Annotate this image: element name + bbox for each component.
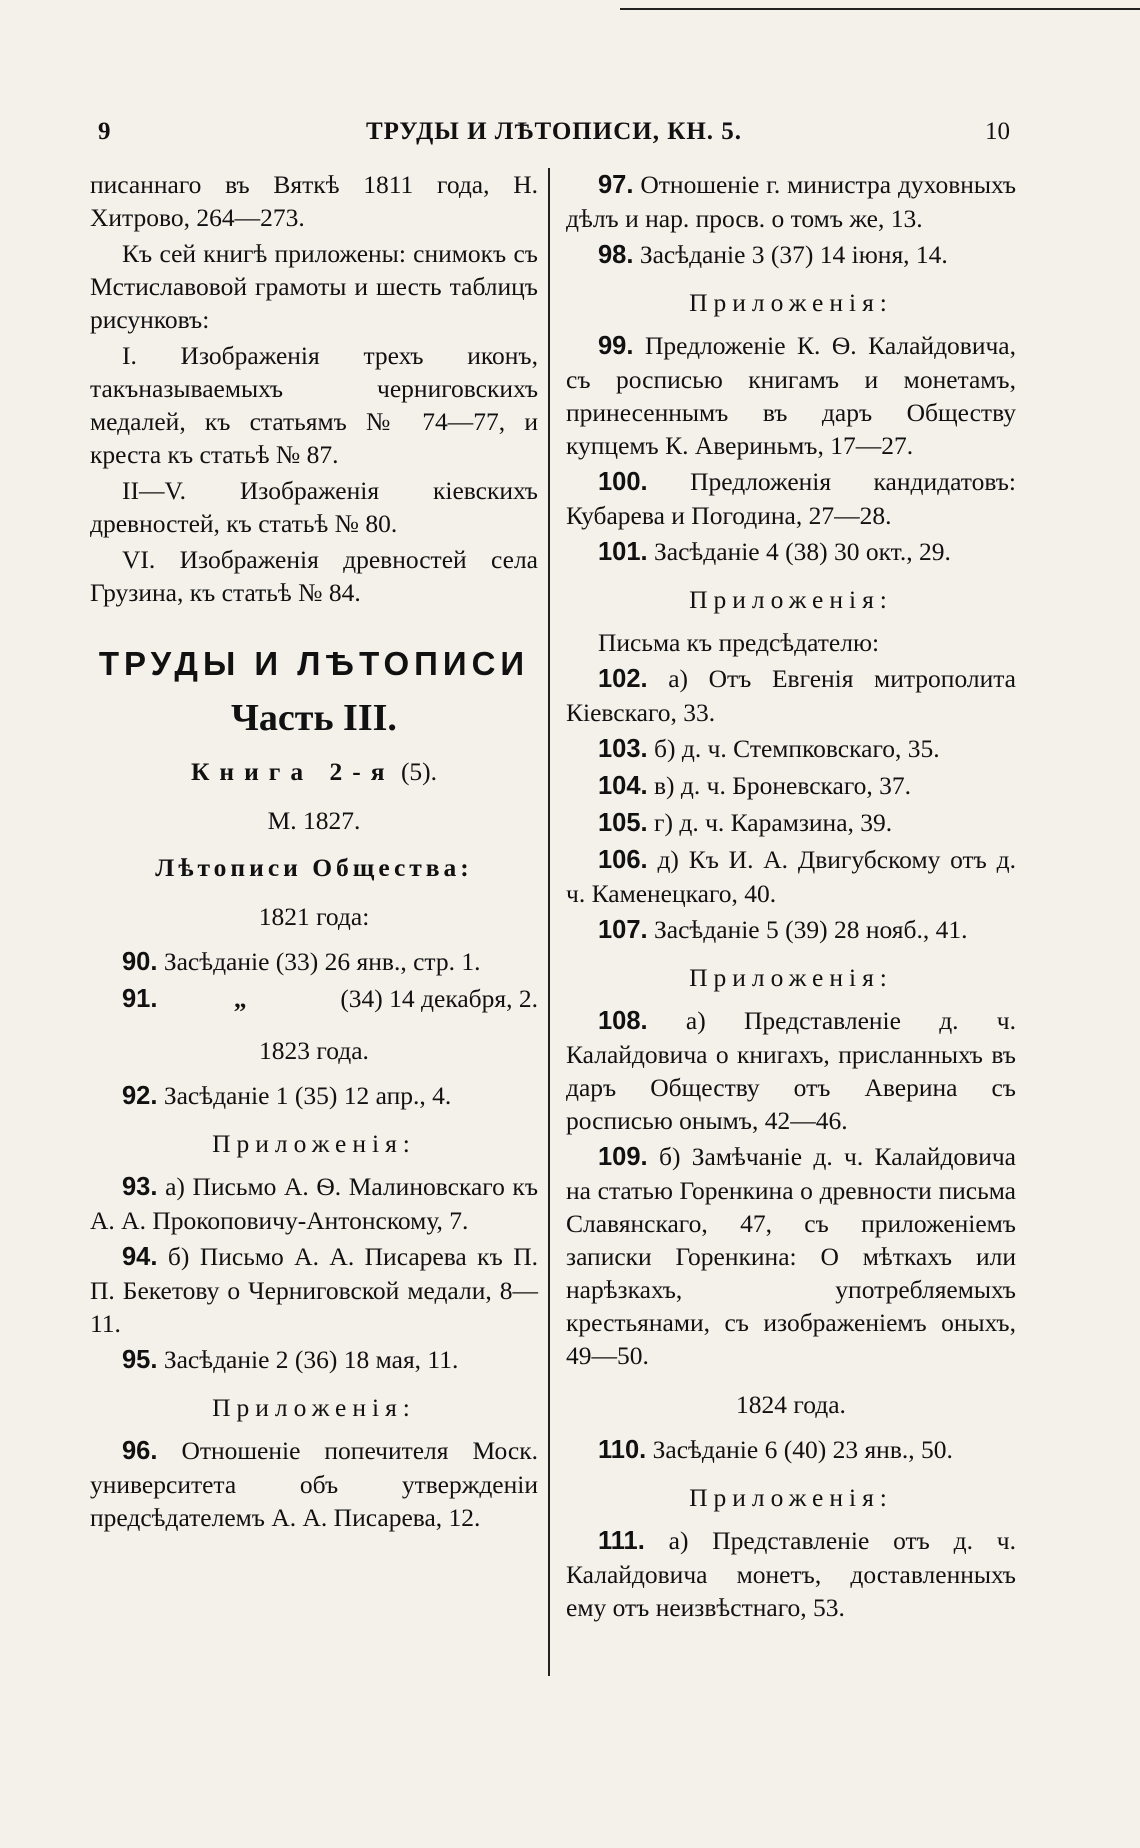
entry-number: 96. xyxy=(122,1437,158,1465)
entry-table-i: I. Изображенія трехъ иконъ, такъназываемыхъ черниговскихъ медалей, къ статьямъ № 74—77, и креста къ статьѣ № 87. xyxy=(90,341,538,469)
book-label: Книга 2-я xyxy=(190,757,395,786)
year-heading-1823: 1823 года. xyxy=(259,1036,369,1065)
entry-text: д) Къ И. А. Двигубскому отъ д. ч. Каменецкаго, 40. xyxy=(566,845,1017,908)
entry-number: 92. xyxy=(122,1082,158,1110)
entry-text: в) д. ч. Броневскаго, 37. xyxy=(654,771,912,800)
entry-96 xyxy=(90,1434,538,1534)
letters-heading: Письма къ предсѣдателю: xyxy=(598,628,880,657)
entry-number: 98. xyxy=(598,241,634,269)
entry-text: Засѣданіе (33) 26 янв., стр. 1. xyxy=(163,947,481,976)
entry-table-vi: VI. Изображенія древностей села Грузина, къ статьѣ № 84. xyxy=(90,545,538,607)
running-title: ТРУДЫ И ЛѢТОПИСИ, КН. 5. xyxy=(365,118,743,145)
entry-number: 108. xyxy=(598,1007,648,1035)
entry-91 xyxy=(90,982,538,1016)
entry-text: б) Замѣчаніе д. ч. Калайдовича на статью Горенкина о древности письма Славянскаго, 47, съ приложеніемъ записки Горенкина: О мѣткахъ или нарѣзкахъ, употребляемыхъ крестьянами, съ изображеніемъ оныхъ, 49—50. xyxy=(566,1142,1016,1370)
ditto-mark: „ xyxy=(233,984,247,1013)
entry-text: Предложенія кандидатовъ: Кубарева и Погодина, 27—28. xyxy=(566,467,1016,530)
entry-text: г) д. ч. Карамзина, 39. xyxy=(654,808,893,837)
entry-106 xyxy=(566,843,1016,910)
entry-number: 100. xyxy=(598,468,648,496)
entry-number: 101. xyxy=(598,538,648,566)
entry-number: 94. xyxy=(122,1243,158,1271)
entry-number: 95. xyxy=(122,1346,158,1374)
entry-text: а) Отъ Евгенія митрополита Кіевскаго, 33. xyxy=(566,664,1016,727)
entry-100 xyxy=(566,465,1016,532)
entry-number: 103. xyxy=(598,735,648,763)
entry-90 xyxy=(90,945,538,979)
entry-number: 104. xyxy=(598,772,648,800)
entry-110 xyxy=(566,1433,1016,1467)
entry-107 xyxy=(566,913,1016,947)
entry-104 xyxy=(566,769,1016,803)
entry-number: 90. xyxy=(122,948,158,976)
entry-text: Засѣданіе 2 (36) 18 мая, 11. xyxy=(163,1345,459,1374)
entry-text: Засѣданіе 6 (40) 23 янв., 50. xyxy=(652,1435,953,1464)
entry-105 xyxy=(566,806,1016,840)
year-heading-1821: 1821 года: xyxy=(258,902,370,931)
page-number-left: 9 xyxy=(98,118,111,145)
entry-92 xyxy=(90,1079,538,1113)
page-number-right: 10 xyxy=(985,118,1010,145)
entry-111 xyxy=(566,1524,1016,1624)
section-title: ТРУДЫ И ЛѢТОПИСИ xyxy=(98,645,530,682)
entry-number: 107. xyxy=(598,916,648,944)
entry-number: 97. xyxy=(598,171,634,199)
appendix-heading: Приложенія: xyxy=(689,1483,893,1512)
annals-heading: Лѣтописи Общества: xyxy=(155,853,473,882)
entry-number: 106. xyxy=(598,846,648,874)
entry-number: 99. xyxy=(598,332,634,360)
entry-number: 102. xyxy=(598,665,648,693)
appendix-heading: Приложенія: xyxy=(212,1393,416,1422)
entry-text: б) д. ч. Стемпковскаго, 35. xyxy=(654,734,940,763)
entry-109 xyxy=(566,1140,1016,1372)
book-number: (5). xyxy=(400,757,438,786)
running-header xyxy=(98,118,1010,158)
entry-number: 93. xyxy=(122,1173,158,1201)
entry-108 xyxy=(566,1004,1016,1137)
appendix-heading: Приложенія: xyxy=(689,288,893,317)
entry-text: Отношеніе г. министра духовныхъ дѣлъ и нар. просв. о томъ же, 13. xyxy=(566,170,1016,233)
top-rule xyxy=(620,8,1140,10)
right-column xyxy=(566,168,1016,1627)
entry-text: Предложеніе К. Ѳ. Калайдовича, съ росписью книгамъ и монетамъ, принесеннымъ въ даръ Обществу купцемъ К. Авериньмъ, 17—27. xyxy=(566,331,1016,460)
entry-text: а) Письмо А. Ѳ. Малиновскаго къ А. А. Прокоповичу-Антонскому, 7. xyxy=(90,1172,539,1235)
year-heading-1824: 1824 года. xyxy=(736,1390,846,1419)
appendix-heading: Приложенія: xyxy=(689,963,893,992)
entry-text: (34) 14 декабря, 2. xyxy=(340,984,538,1013)
appendix-heading: Приложенія: xyxy=(212,1129,416,1158)
book-heading xyxy=(90,755,538,788)
entry-text: б) Письмо А. А. Писарева къ П. П. Бекетову о Черниговской медали, 8—11. xyxy=(90,1242,538,1338)
entry-number: 91. xyxy=(122,985,158,1013)
entry-text: а) Представленіе д. ч. Калайдовича о книгахъ, присланныхъ въ даръ Обществу отъ Аверина съ росписью онымъ, 42—46. xyxy=(566,1006,1016,1135)
entry-text: Засѣданіе 4 (38) 30 окт., 29. xyxy=(654,537,951,566)
left-column xyxy=(90,168,538,1537)
entry-93 xyxy=(90,1170,538,1237)
entry-table-ii-v: II—V. Изображенія кіевскихъ древностей, къ статьѣ № 80. xyxy=(90,476,538,538)
entry-number: 105. xyxy=(598,809,648,837)
entry-text: Засѣданіе 1 (35) 12 апр., 4. xyxy=(163,1081,452,1110)
entry-text: Засѣданіе 5 (39) 28 нояб., 41. xyxy=(654,915,968,944)
column-divider xyxy=(548,168,550,1676)
entry-number: 111. xyxy=(598,1527,645,1555)
entry-text: Засѣданіе 3 (37) 14 іюня, 14. xyxy=(639,240,948,269)
entry-101 xyxy=(566,535,1016,569)
entry-103 xyxy=(566,732,1016,766)
entry-102 xyxy=(566,662,1016,729)
entry-text: Отношеніе попечителя Моск. университета объ утвержденіи предсѣдателемъ А. А. Писарева, 12. xyxy=(90,1436,539,1532)
part-heading: Часть III. xyxy=(231,697,397,739)
entry-continuation: писаннаго въ Вяткѣ 1811 года, Н. Хитрово, 264—273. xyxy=(90,170,538,232)
entry-note: Къ сей книгѣ приложены: снимокъ съ Мстиславовой грамоты и шесть таблицъ рисунковъ: xyxy=(90,239,538,334)
entry-number: 110. xyxy=(598,1436,647,1464)
entry-99 xyxy=(566,329,1016,462)
entry-95 xyxy=(90,1343,538,1377)
entry-number: 109. xyxy=(598,1143,648,1171)
appendix-heading: Приложенія: xyxy=(689,585,893,614)
entry-98 xyxy=(566,238,1016,272)
entry-94 xyxy=(90,1240,538,1340)
entry-97 xyxy=(566,168,1016,235)
entry-text: а) Представленіе отъ д. ч. Калайдовича монетъ, доставленныхъ ему отъ неизвѣстнаго, 53. xyxy=(566,1526,1016,1622)
place-year: М. 1827. xyxy=(267,806,361,835)
